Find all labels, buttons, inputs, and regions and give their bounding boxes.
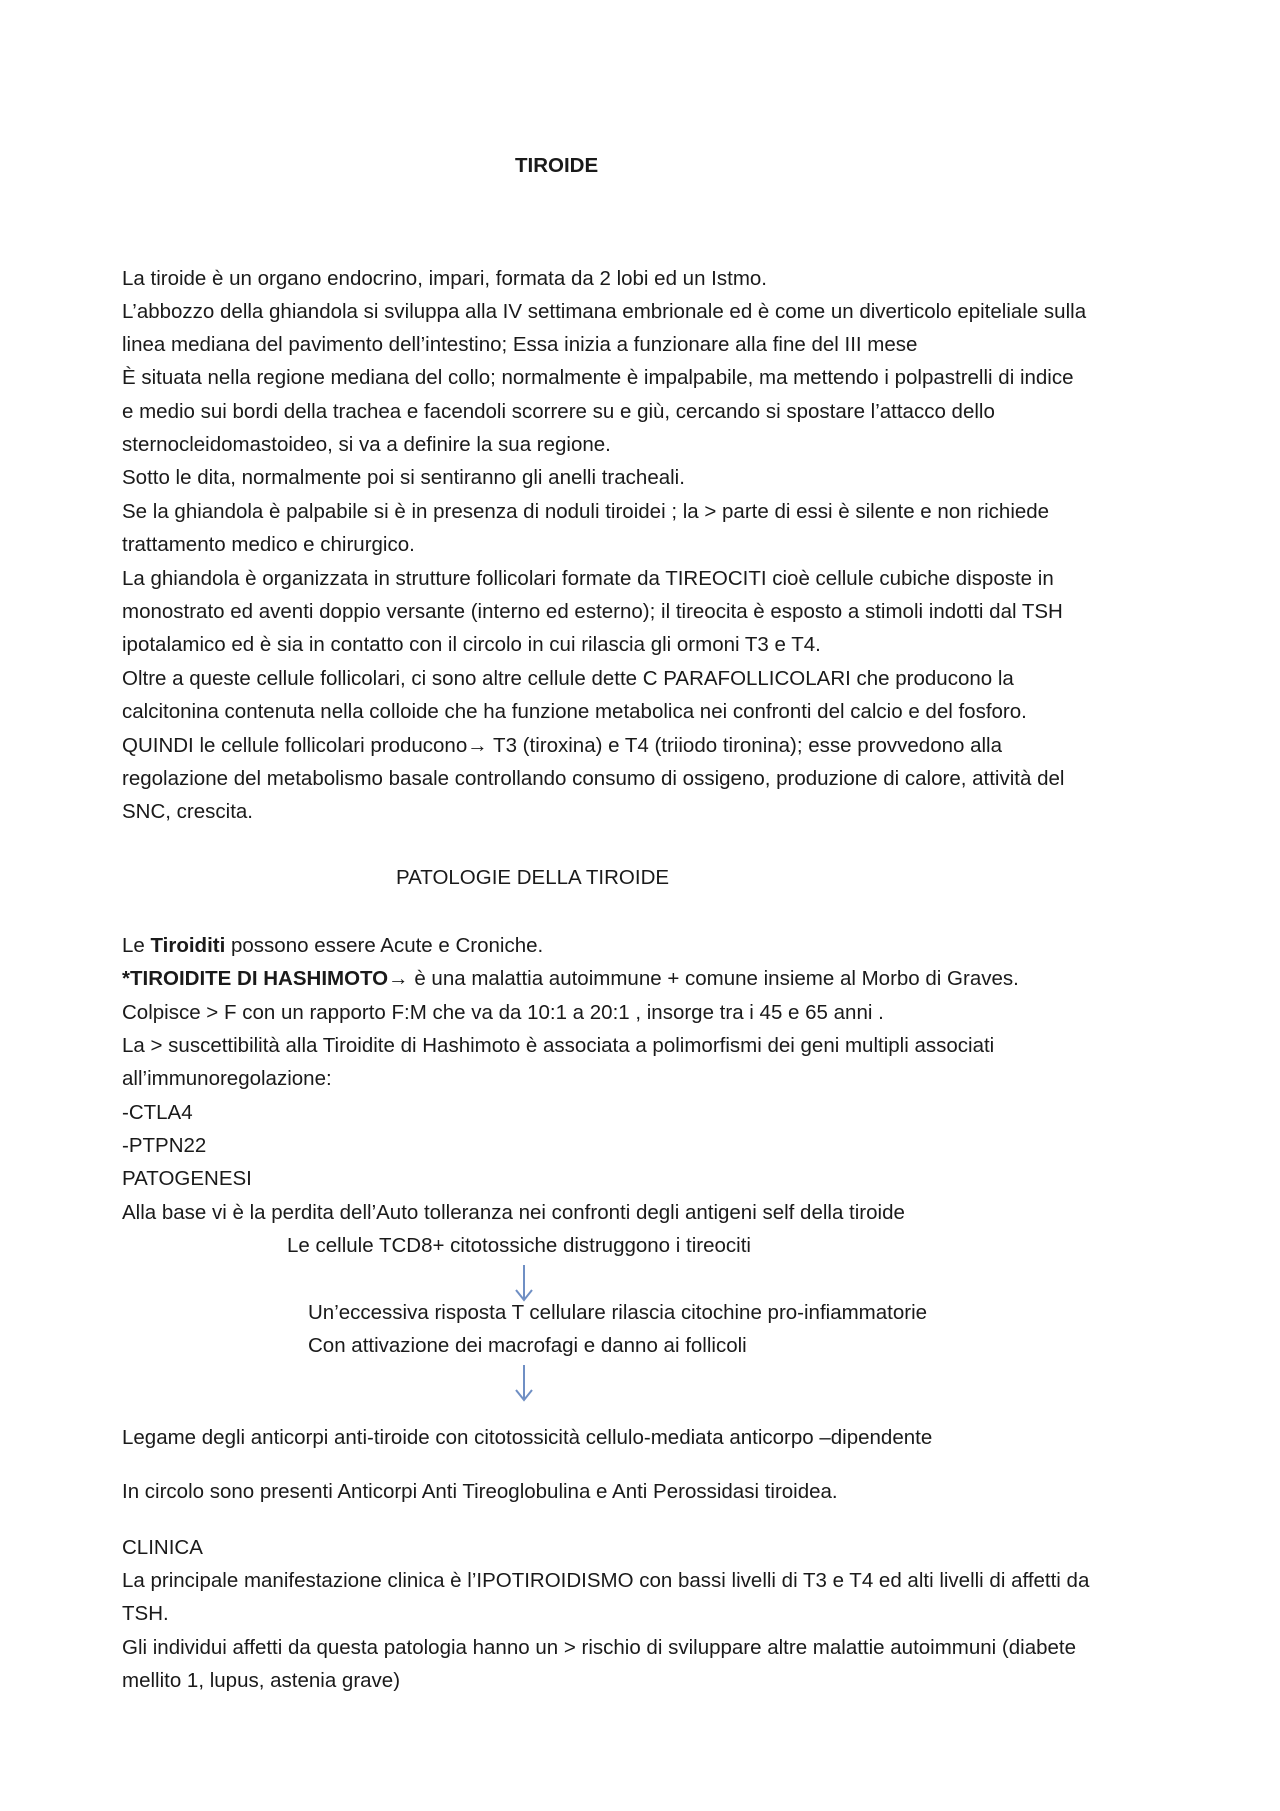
tiroiditi-line: [122, 929, 543, 962]
intro-line: È situata nella regione mediana del collo; normalmente è impalpabile, ma mettendo i polpastrelli di indice: [122, 366, 1074, 389]
pathology-line: all’immunoregolazione:: [122, 1067, 332, 1090]
clinica-line: Gli individui affetti da questa patologia hanno un > rischio di sviluppare altre malattie autoimmuni (diabete: [122, 1636, 1077, 1659]
flow-step-1: Le cellule TCD8+ citotossiche distruggono i tireociti: [287, 1234, 751, 1257]
intro-line: linea mediana del pavimento dell’intestino; Essa inizia a funzionare alla fine del III mese: [122, 333, 918, 356]
intro-line: Oltre a queste cellule follicolari, ci sono altre cellule dette C PARAFOLLICOLARI che producono la: [122, 667, 1014, 690]
intro-line: trattamento medico e chirurgico.: [122, 533, 415, 556]
intro-line: Sotto le dita, normalmente poi si sentiranno gli anelli tracheali.: [122, 466, 685, 489]
hashimoto-heading: *TIROIDITE DI HASHIMOTO→: [122, 967, 409, 990]
hashimoto-line: [122, 962, 1019, 995]
section-title: PATOLOGIE DELLA TIROIDE: [396, 866, 670, 889]
clinica-line: La principale manifestazione clinica è l’IPOTIROIDISMO con bassi livelli di T3 e T4 ed alti livelli di affetti da: [122, 1569, 1090, 1592]
intro-line: Se la ghiandola è palpabile si è in presenza di noduli tiroidei ; la > parte di essi è silente e non richiede: [122, 500, 1050, 523]
intro-line: sternocleidomastoideo, si va a definire la sua regione.: [122, 433, 611, 456]
document-title: TIROIDE: [515, 154, 599, 177]
clinica-line: TSH.: [122, 1602, 169, 1625]
arrow-down-icon: [512, 1363, 536, 1403]
pathology-line: PATOGENESI: [122, 1167, 252, 1190]
pathology-line: Colpisce > F con un rapporto F:M che va da 10:1 a 20:1 , insorge tra i 45 e 65 anni .: [122, 1001, 884, 1024]
intro-line: L’abbozzo della ghiandola si sviluppa alla IV settimana embrionale ed è come un diverticolo epiteliale sulla: [122, 300, 1087, 323]
tiroiditi-bold: Tiroiditi: [150, 934, 226, 957]
pathology-line: -PTPN22: [122, 1134, 207, 1157]
hashimoto-description: è una malattia autoimmune + comune insieme al Morbo di Graves.: [408, 967, 1019, 990]
intro-line: monostrato ed aventi doppio versante (interno ed esterno); il tireocita è esposto a stimoli indotti dal TSH: [122, 600, 1063, 623]
intro-line: calcitonina contenuta nella colloide che ha funzione metabolica nei confronti del calcio e del fosforo.: [122, 700, 1027, 723]
intro-line: La tiroide è un organo endocrino, impari, formata da 2 lobi ed un Istmo.: [122, 267, 767, 290]
clinica-heading: CLINICA: [122, 1536, 203, 1559]
flow-step-2b: Con attivazione dei macrofagi e danno ai follicoli: [308, 1334, 747, 1357]
intro-line: e medio sui bordi della trachea e facendoli scorrere su e giù, cercando si spostare l’attacco dello: [122, 400, 995, 423]
intro-line: QUINDI le cellule follicolari producono→ T3 (tiroxina) e T4 (triiodo tironina); esse provvedono alla: [122, 734, 1003, 757]
tiroiditi-prefix: Le: [122, 934, 151, 957]
intro-line: La ghiandola è organizzata in strutture follicolari formate da TIREOCITI cioè cellule cubiche disposte in: [122, 567, 1054, 590]
intro-line: SNC, crescita.: [122, 800, 253, 823]
pathology-line: -CTLA4: [122, 1101, 193, 1124]
tiroiditi-suffix: possono essere Acute e Croniche.: [225, 934, 544, 957]
circulation-line: In circolo sono presenti Anticorpi Anti Tireoglobulina e Anti Perossidasi tiroidea.: [122, 1480, 838, 1503]
flow-step-3: Legame degli anticorpi anti-tiroide con citotossicità cellulo-mediata anticorpo –dipendente: [122, 1426, 933, 1449]
pathology-line: La > suscettibilità alla Tiroidite di Hashimoto è associata a polimorfismi dei geni multipli associati: [122, 1034, 995, 1057]
intro-line: ipotalamico ed è sia in contatto con il circolo in cui rilascia gli ormoni T3 e T4.: [122, 633, 821, 656]
clinica-line: mellito 1, lupus, astenia grave): [122, 1669, 401, 1692]
flow-step-2a: Un’eccessiva risposta T cellulare rilascia citochine pro-infiammatorie: [308, 1301, 928, 1324]
intro-line: regolazione del metabolismo basale controllando consumo di ossigeno, produzione di calore, attività del: [122, 767, 1065, 790]
pathology-line: Alla base vi è la perdita dell’Auto tolleranza nei confronti degli antigeni self della tiroide: [122, 1201, 905, 1224]
